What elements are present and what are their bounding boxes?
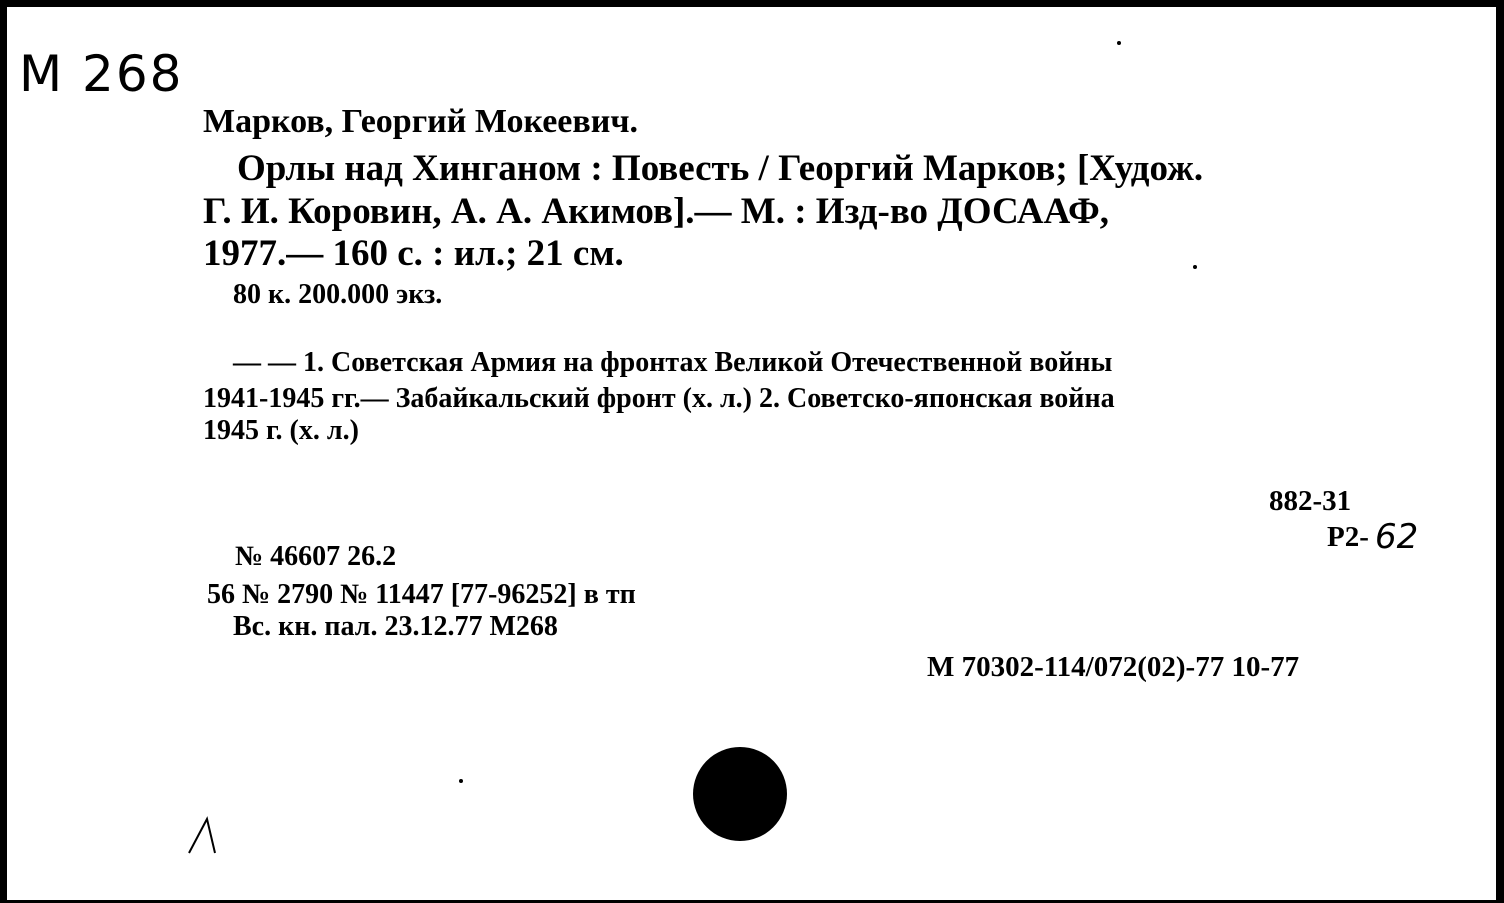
author-heading: Марков, Георгий Мокеевич. — [203, 103, 639, 140]
registry-note: № 46607 26.2 — [235, 541, 397, 572]
registry-note: 56 № 2790 № 11447 [77-96252] в тп — [207, 579, 636, 610]
ink-speck — [459, 779, 463, 783]
call-number: М 268 — [19, 45, 184, 103]
title-line: 1977.— 160 с. : ил.; 21 см. — [203, 233, 624, 274]
subject-line: 1941-1945 гг.— Забайкальский фронт (х. л.) 2. Советско-японская война — [203, 383, 1115, 414]
ink-speck — [1193, 265, 1197, 269]
punch-hole — [693, 747, 787, 841]
pencil-mark — [185, 813, 225, 857]
handwritten-classification: 62 — [1375, 517, 1419, 557]
subject-line: — — 1. Советская Армия на фронтах Великой Отечественной войны — [233, 347, 1113, 378]
title-line: Г. И. Коровин, А. А. Акимов].— М. : Изд-во ДОСААФ, — [203, 191, 1109, 232]
subject-line: 1945 г. (х. л.) — [203, 415, 359, 446]
ink-speck — [1117, 41, 1121, 45]
publication-code: М 70302-114/072(02)-77 10-77 — [927, 651, 1300, 683]
price-line: 80 к. 200.000 экз. — [233, 279, 443, 310]
registry-note: Вс. кн. пал. 23.12.77 М268 — [233, 611, 558, 642]
classification-code: 882-31 — [1269, 485, 1352, 517]
catalog-card — [4, 4, 1496, 900]
classification-code: Р2- — [1327, 521, 1369, 553]
title-line: Орлы над Хинганом : Повесть / Георгий Марков; [Худож. — [237, 148, 1204, 189]
